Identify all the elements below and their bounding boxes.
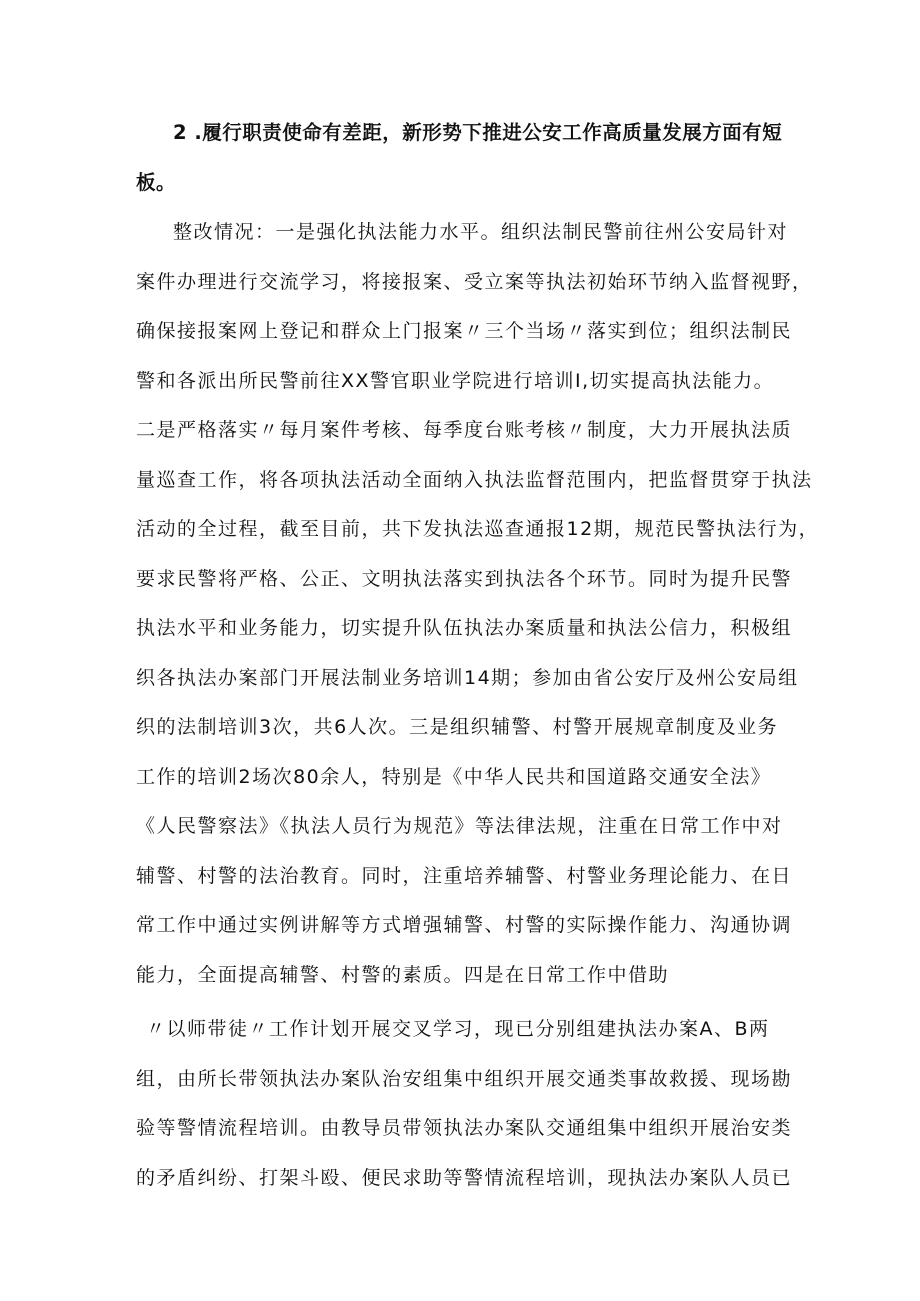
paragraph-line: 警和各派出所民警前往XX警官职业学院进行培训I,切实提高执法能力。 — [136, 370, 775, 392]
section-heading-line-2: 板。 — [136, 171, 177, 194]
paragraph-line: 量巡查工作，将各项执法活动全面纳入执法监督范围内，把监督贯穿于执法 — [136, 469, 813, 491]
paragraph-line: 二是严格落实〃每月案件考核、每季度台账考核〃制度，大力开展执法质 — [136, 419, 793, 441]
paragraph-line: 织的法制培训3次，共6人次。三是组织辅警、村警开展规章制度及业务 — [136, 716, 779, 738]
paragraph-line: 整改情况：一是强化执法能力水平。组织法制民警前往州公安局针对 — [173, 221, 789, 243]
paragraph-line: 案件办理进行交流学习，将接报案、受立案等执法初始环节纳入监督视野， — [136, 271, 813, 293]
paragraph-line: 组，由所长带领执法办案队治安组集中组织开展交通类事故救援、现场勘 — [136, 1068, 793, 1090]
paragraph-line: 的矛盾纠纷、打架斗殴、便民求助等警情流程培训，现执法办案队人员已 — [136, 1167, 793, 1189]
paragraph-line: 《人民警察法》《执法人员行为规范》等法律法规，注重在日常工作中对 — [136, 815, 783, 837]
paragraph-line: 常工作中通过实例讲解等方式增强辅警、村警的实际操作能力、沟通协调 — [136, 914, 793, 936]
section-heading-line-1: 2 .履行职责使命有差距，新形势下推进公安工作高质量发展方面有短 — [173, 121, 783, 144]
paragraph-line: 活动的全过程，截至目前，共下发执法巡查通报12期，规范民警执法行为， — [136, 518, 820, 540]
paragraph-line: 辅警、村警的法治教育。同时，注重培养辅警、村警业务理论能力、在日 — [136, 865, 793, 887]
paragraph-line: 要求民警将严格、公正、文明执法落实到执法各个环节。同时为提升民警 — [136, 568, 793, 590]
paragraph-line: 确保接报案网上登记和群众上门报案〃三个当场〃落实到位；组织法制民 — [136, 320, 793, 342]
paragraph-line: 能力，全面提高辅警、村警的素质。四是在日常工作中借助 — [136, 964, 670, 986]
paragraph-line: 验等警情流程培训。由教导员带领执法办案队交通组集中组织开展治安类 — [136, 1117, 793, 1139]
paragraph-line: 执法水平和业务能力，切实提升队伍执法办案质量和执法公信力，积极组 — [136, 617, 793, 639]
paragraph-line: 织各执法办案部门开展法制业务培训14期；参加由省公安厅及州公安局组 — [136, 667, 799, 689]
paragraph-line: 〃以师带徒〃工作计划开展交叉学习，现已分别组建执法办案A、B两 — [146, 1018, 770, 1040]
paragraph-line: 工作的培训2场次80余人，特别是《中华人民共和国道路交通安全法》 — [136, 766, 772, 788]
